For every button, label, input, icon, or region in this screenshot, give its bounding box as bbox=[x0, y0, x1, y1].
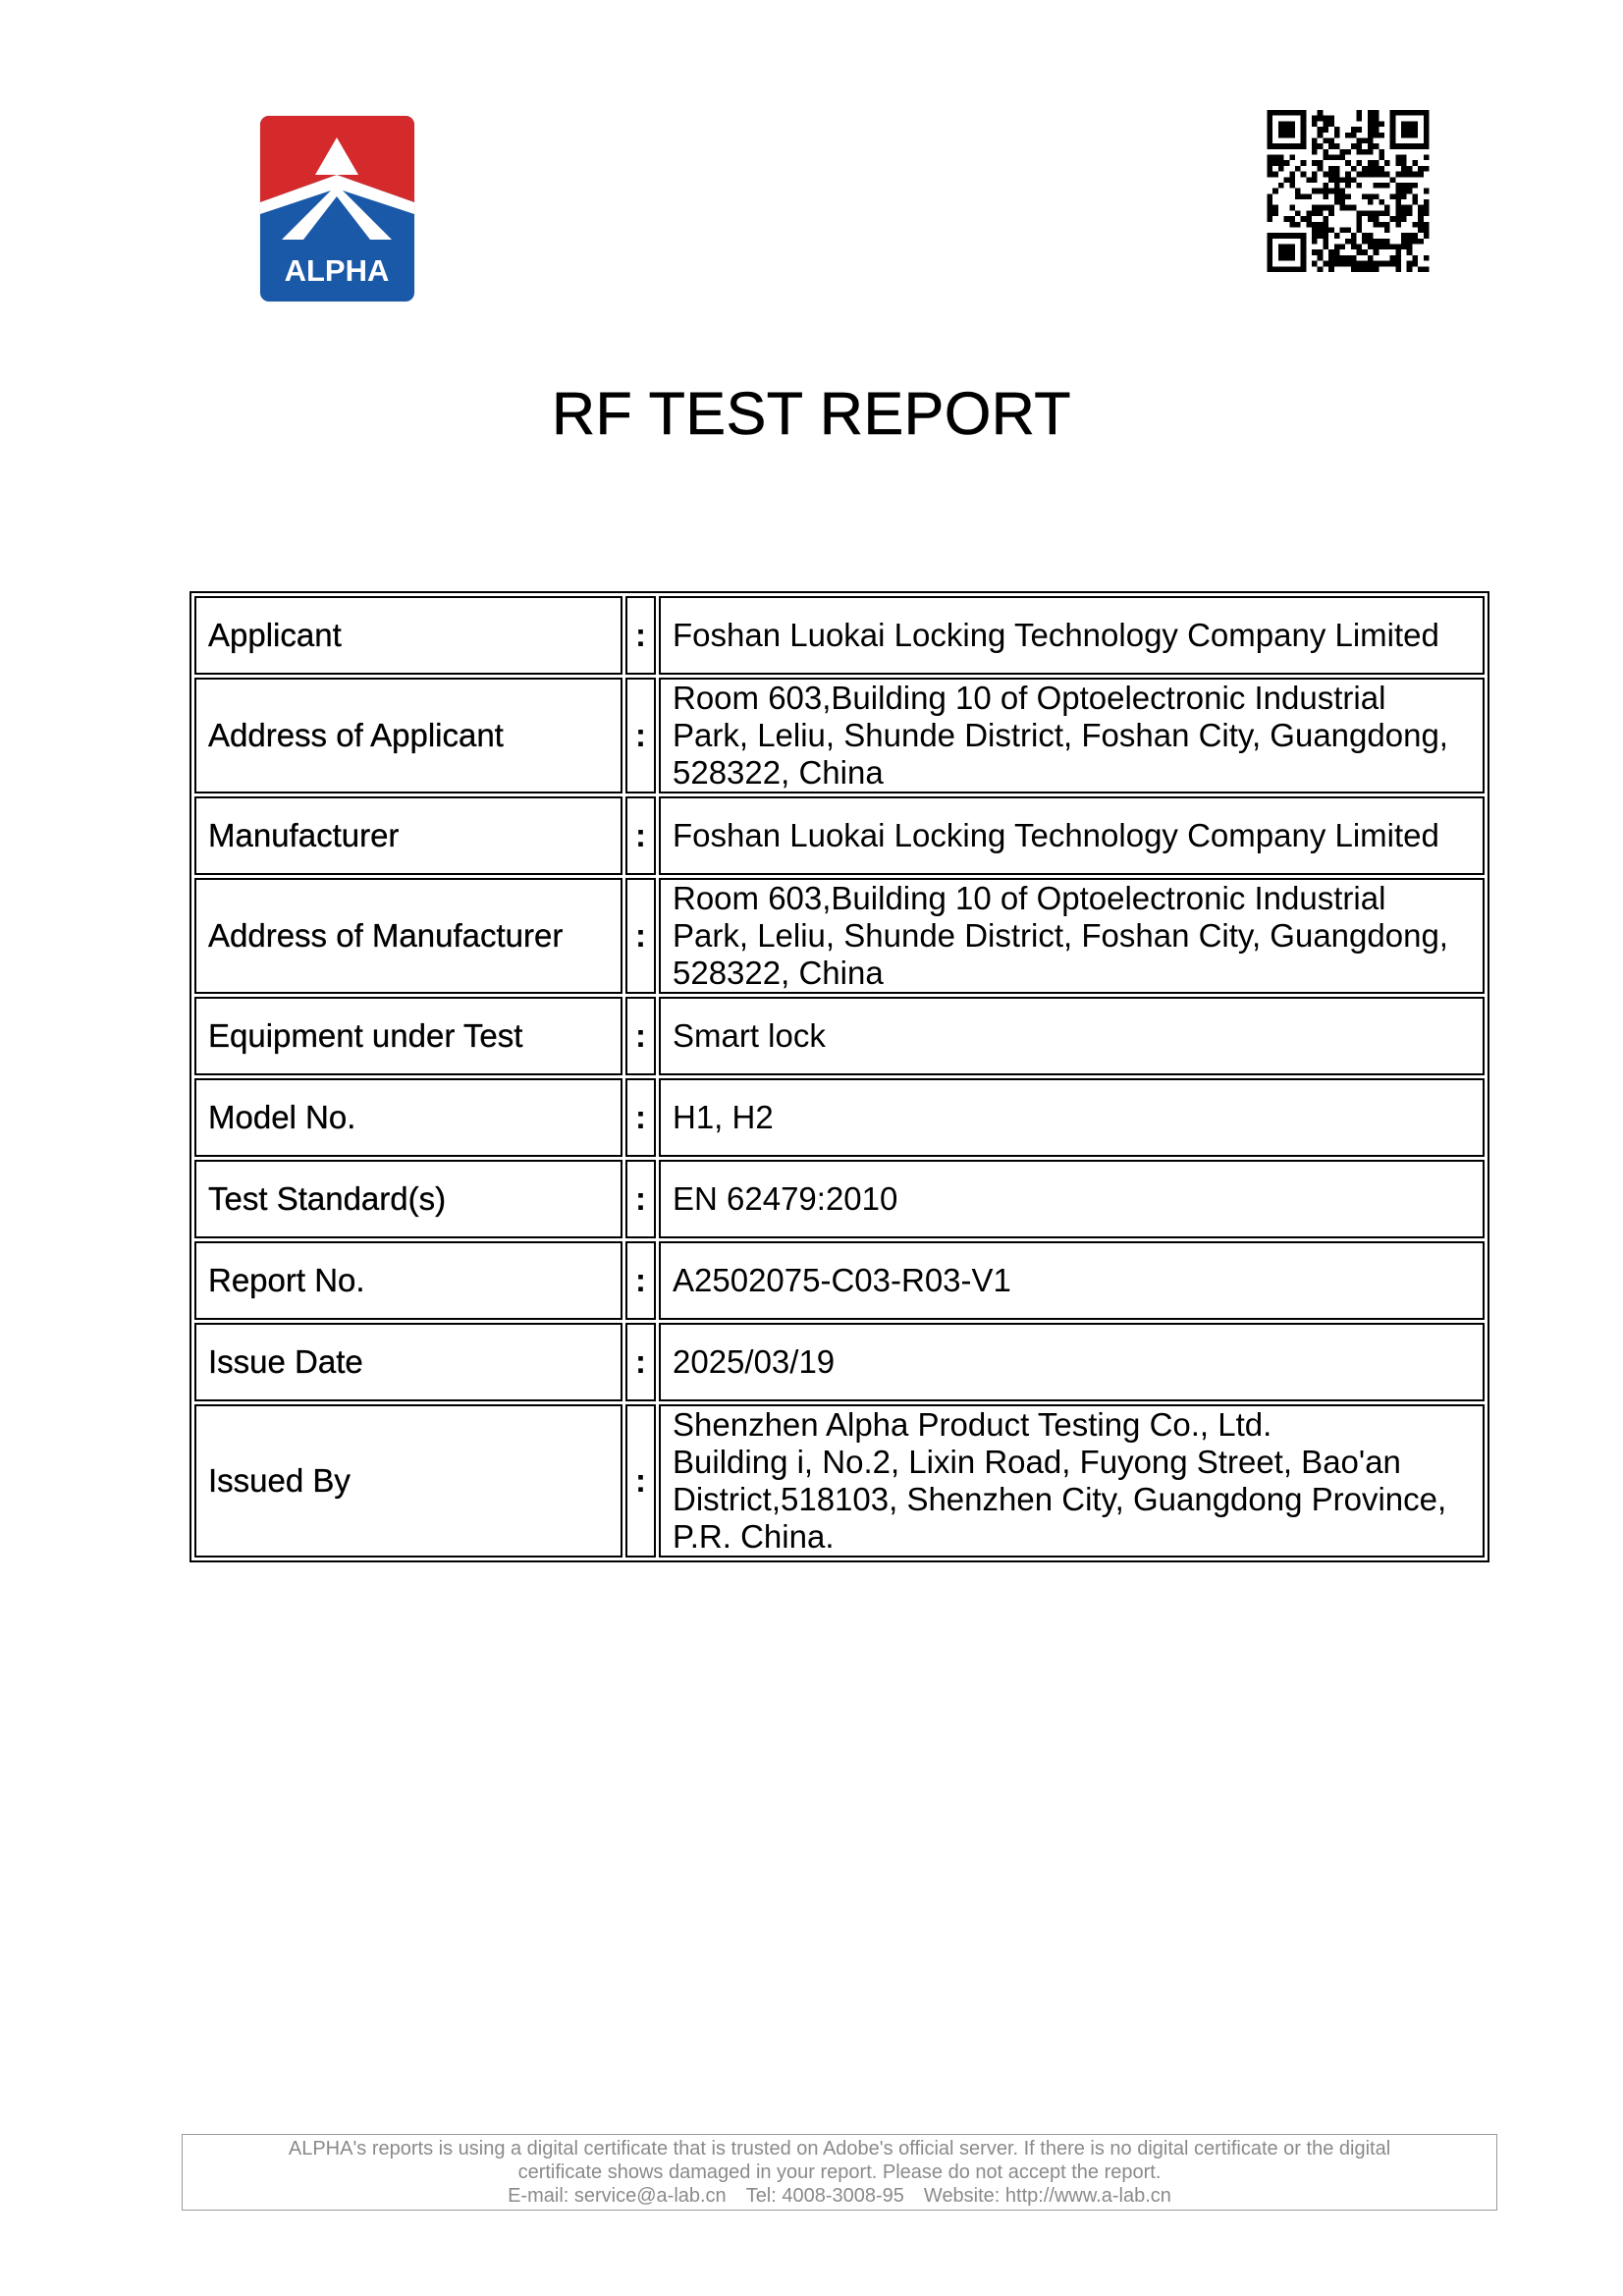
row-colon: : bbox=[625, 1160, 656, 1238]
row-value: EN 62479:2010 bbox=[659, 1160, 1485, 1238]
alpha-logo bbox=[260, 116, 414, 301]
row-value: A2502075-C03-R03-V1 bbox=[659, 1241, 1485, 1320]
row-colon: : bbox=[625, 1078, 656, 1157]
row-label: Manufacturer bbox=[194, 796, 622, 875]
row-colon: : bbox=[625, 796, 656, 875]
footer-line-2: certificate shows damaged in your report. Please do not accept the report. bbox=[517, 2161, 1162, 2183]
row-applicant bbox=[194, 596, 1485, 675]
row-colon: : bbox=[625, 678, 656, 793]
row-value: Smart lock bbox=[659, 997, 1485, 1075]
report-info-table bbox=[189, 591, 1489, 1562]
row-label: Test Standard(s) bbox=[194, 1160, 622, 1238]
row-label: Applicant bbox=[194, 596, 622, 675]
row-issue-date bbox=[194, 1323, 1485, 1401]
row-report-no bbox=[194, 1241, 1485, 1320]
footer-website: Website: http://www.a-lab.cn bbox=[923, 2185, 1171, 2207]
footer-tel: Tel: 4008-3008-95 bbox=[745, 2185, 904, 2207]
row-label: Report No. bbox=[194, 1241, 622, 1320]
row-value: Shenzhen Alpha Product Testing Co., Ltd. Building i, No.2, Lixin Road, Fuyong Street, Bao'an District,518103, Shenzhen City, Guangdong Province, P.R. China. bbox=[659, 1404, 1485, 1558]
row-value: Room 603,Building 10 of Optoelectronic Industrial Park, Leliu, Shunde District, Foshan City, Guangdong, 528322, China bbox=[659, 878, 1485, 994]
row-value: 2025/03/19 bbox=[659, 1323, 1485, 1401]
row-value: H1, H2 bbox=[659, 1078, 1485, 1157]
row-address-of-manufacturer bbox=[194, 878, 1485, 994]
row-address-of-applicant bbox=[194, 678, 1485, 793]
row-colon: : bbox=[625, 878, 656, 994]
row-colon: : bbox=[625, 1323, 656, 1401]
row-issued-by bbox=[194, 1404, 1485, 1558]
logo-text: ALPHA bbox=[284, 253, 390, 288]
row-colon: : bbox=[625, 1241, 656, 1320]
row-model-no bbox=[194, 1078, 1485, 1157]
row-colon: : bbox=[625, 997, 656, 1075]
row-colon: : bbox=[625, 596, 656, 675]
row-test-standards bbox=[194, 1160, 1485, 1238]
row-label: Address of Manufacturer bbox=[194, 878, 622, 994]
row-equipment-under-test bbox=[194, 997, 1485, 1075]
qr-code bbox=[1265, 110, 1432, 272]
row-label: Address of Applicant bbox=[194, 678, 622, 793]
row-value: Foshan Luokai Locking Technology Company Limited bbox=[659, 796, 1485, 875]
row-value: Foshan Luokai Locking Technology Company Limited bbox=[659, 596, 1485, 675]
row-label: Issued By bbox=[194, 1404, 622, 1558]
row-colon: : bbox=[625, 1404, 656, 1558]
footer-notice bbox=[182, 2134, 1497, 2211]
footer-contact bbox=[183, 2184, 1496, 2208]
footer-email: E-mail: service@a-lab.cn bbox=[508, 2185, 727, 2207]
report-title: RF TEST REPORT bbox=[552, 380, 1071, 447]
row-manufacturer bbox=[194, 796, 1485, 875]
row-label: Issue Date bbox=[194, 1323, 622, 1401]
row-label: Model No. bbox=[194, 1078, 622, 1157]
footer-line-1: ALPHA's reports is using a digital certificate that is trusted on Adobe's official server. If there is no digital certificate or the digital bbox=[288, 2138, 1391, 2159]
row-value: Room 603,Building 10 of Optoelectronic Industrial Park, Leliu, Shunde District, Foshan City, Guangdong, 528322, China bbox=[659, 678, 1485, 793]
row-label: Equipment under Test bbox=[194, 997, 622, 1075]
